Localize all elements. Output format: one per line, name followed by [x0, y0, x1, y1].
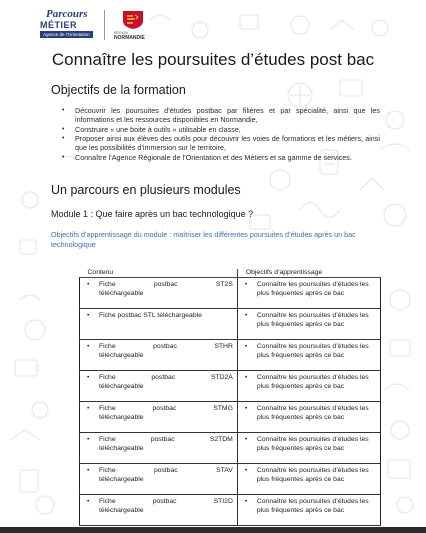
telechargeable-word: téléchargeable	[99, 506, 144, 514]
bullet-icon: •	[244, 498, 248, 505]
fiche-word: Fiche	[99, 374, 116, 381]
region-name-label: NORMANDIE	[114, 35, 145, 41]
objectives-list	[58, 106, 380, 162]
fiche-word: Fiche	[99, 498, 116, 505]
logo-separator	[104, 10, 105, 40]
table-row	[80, 433, 381, 464]
telechargeable-word: téléchargeable	[99, 413, 144, 421]
content-cell	[80, 433, 238, 464]
table-row	[80, 371, 381, 402]
objective-text: Connaître les poursuites d’études les plus fréquentes après ce bac	[256, 498, 369, 514]
objective-cell	[237, 371, 380, 402]
page-bottom-bar	[0, 527, 426, 533]
table-row	[80, 402, 381, 433]
objective-cell	[237, 433, 380, 464]
bullet-icon: •	[87, 374, 90, 381]
postbac-word: postbac	[150, 436, 175, 443]
content-cell	[80, 309, 238, 340]
bullet-icon: •	[87, 343, 90, 350]
document-title: Connaître les poursuites d’études post bac	[51, 50, 375, 69]
normandie-shield-icon	[122, 10, 144, 30]
telechargeable-word: téléchargeable	[99, 351, 144, 359]
module-content-table	[79, 269, 381, 526]
logo-text-metier: MÉTIER	[40, 20, 78, 30]
bac-code: STHR	[214, 343, 233, 350]
objective-cell	[237, 309, 380, 340]
objective-item: • Proposer ainsi aux élèves des outils pour découvrir les voies de formations et les métiers, ainsi que les possibilités d’immersion sur le territoire,	[58, 134, 380, 152]
telechargeable-word: téléchargeable	[99, 444, 144, 452]
postbac-word: postbac	[151, 374, 176, 381]
bullet-icon: •	[87, 312, 90, 319]
objective-item: • Découvrir les poursuites d’études postbac par filières et par spécialité, ainsi que les informations et les ressources disponibles en Normandie,	[58, 106, 380, 124]
objective-text: Connaître les poursuites d’études les plus fréquentes après ce bac	[256, 467, 369, 483]
table-header-row	[80, 269, 381, 278]
bac-code: STD2A	[210, 374, 233, 381]
content-cell	[80, 464, 238, 495]
table-row	[80, 278, 381, 309]
content-cell	[80, 340, 238, 371]
bullet-icon: •	[87, 281, 90, 288]
objective-text: Connaître les poursuites d’études les plus fréquentes après ce bac	[256, 312, 369, 328]
postbac-word: postbac	[152, 405, 177, 412]
content-cell	[80, 278, 238, 309]
objective-cell	[237, 402, 380, 433]
content-cell	[80, 371, 238, 402]
region-normandie-logo	[112, 10, 162, 42]
objective-cell	[237, 464, 380, 495]
logo-text-parcours: Parcours	[46, 8, 88, 20]
fiche-word: Fiche	[99, 436, 116, 443]
bullet-icon: •	[244, 343, 248, 350]
objectives-heading: Objectifs de la formation	[51, 83, 186, 97]
bac-code: STMG	[213, 405, 233, 412]
bullet-icon: •	[244, 281, 248, 288]
bullet-icon: •	[244, 312, 248, 319]
bullet-icon: •	[244, 374, 248, 381]
bullet-icon: •	[244, 436, 248, 443]
table-row	[80, 495, 381, 526]
postbac-word: postbac	[153, 467, 178, 474]
fiche-word: Fiche	[99, 281, 116, 288]
telechargeable-word: téléchargeable	[99, 382, 144, 390]
bullet-icon: •	[87, 405, 90, 412]
objective-cell	[237, 340, 380, 371]
region-sub-label: RÉGION	[114, 31, 128, 35]
objective-text: Connaître les poursuites d’études les plus fréquentes après ce bac	[256, 281, 369, 297]
postbac-word: postbac	[152, 498, 177, 505]
bullet-icon: •	[87, 436, 90, 443]
objective-item: • Connaître l’Agence Régionale de l’Orientation et des Métiers et sa gamme de services.	[58, 153, 380, 162]
fiche-label: Fiche postbac STL téléchargeable	[99, 312, 202, 319]
objective-text: Connaître les poursuites d’études les plus fréquentes après ce bac	[256, 405, 369, 421]
objective-cell	[237, 495, 380, 526]
parcours-metier-logo	[38, 8, 100, 44]
postbac-word: postbac	[153, 343, 177, 350]
column-header-contenu: Contenu	[80, 269, 238, 278]
telechargeable-word: téléchargeable	[99, 475, 144, 483]
objective-text: Connaître les poursuites d’études les plus fréquentes après ce bac	[256, 343, 369, 359]
table-row	[80, 309, 381, 340]
bullet-icon: •	[244, 467, 248, 474]
modules-heading: Un parcours en plusieurs modules	[51, 183, 241, 197]
objective-item: • Construire « une boite à outils » utilisable en classe,	[58, 125, 380, 134]
module-1-title: Module 1 : Que faire après un bac technologique ?	[51, 209, 254, 219]
bac-code: S2TDM	[209, 436, 233, 443]
bac-code: STI2D	[213, 498, 233, 505]
module-1-objective: Objectifs d’apprentissage du module : maîtriser les différentes poursuites d’études après un bac technologique	[51, 230, 356, 249]
content-cell	[80, 402, 238, 433]
bac-code: STAV	[216, 467, 233, 474]
fiche-word: Fiche	[99, 343, 116, 350]
table-row	[80, 464, 381, 495]
table-row	[80, 340, 381, 371]
postbac-word: postbac	[153, 281, 178, 288]
fiche-word: Fiche	[99, 467, 116, 474]
fiche-word: Fiche	[99, 405, 116, 412]
objective-text: Connaître les poursuites d’études les plus fréquentes après ce bac	[256, 374, 369, 390]
bullet-icon: •	[244, 405, 248, 412]
bac-code: ST2S	[215, 281, 233, 288]
logo-text-agence: Agence de l'Orientation	[40, 31, 93, 38]
objective-cell	[237, 278, 380, 309]
telechargeable-word: téléchargeable	[99, 289, 144, 297]
bullet-icon: •	[87, 498, 90, 505]
bullet-icon: •	[87, 467, 90, 474]
page-header	[0, 0, 426, 48]
content-cell	[80, 495, 238, 526]
column-header-objectifs: Objectifs d’apprentissage	[237, 269, 380, 278]
objective-text: Connaître les poursuites d’études les plus fréquentes après ce bac	[256, 436, 369, 452]
